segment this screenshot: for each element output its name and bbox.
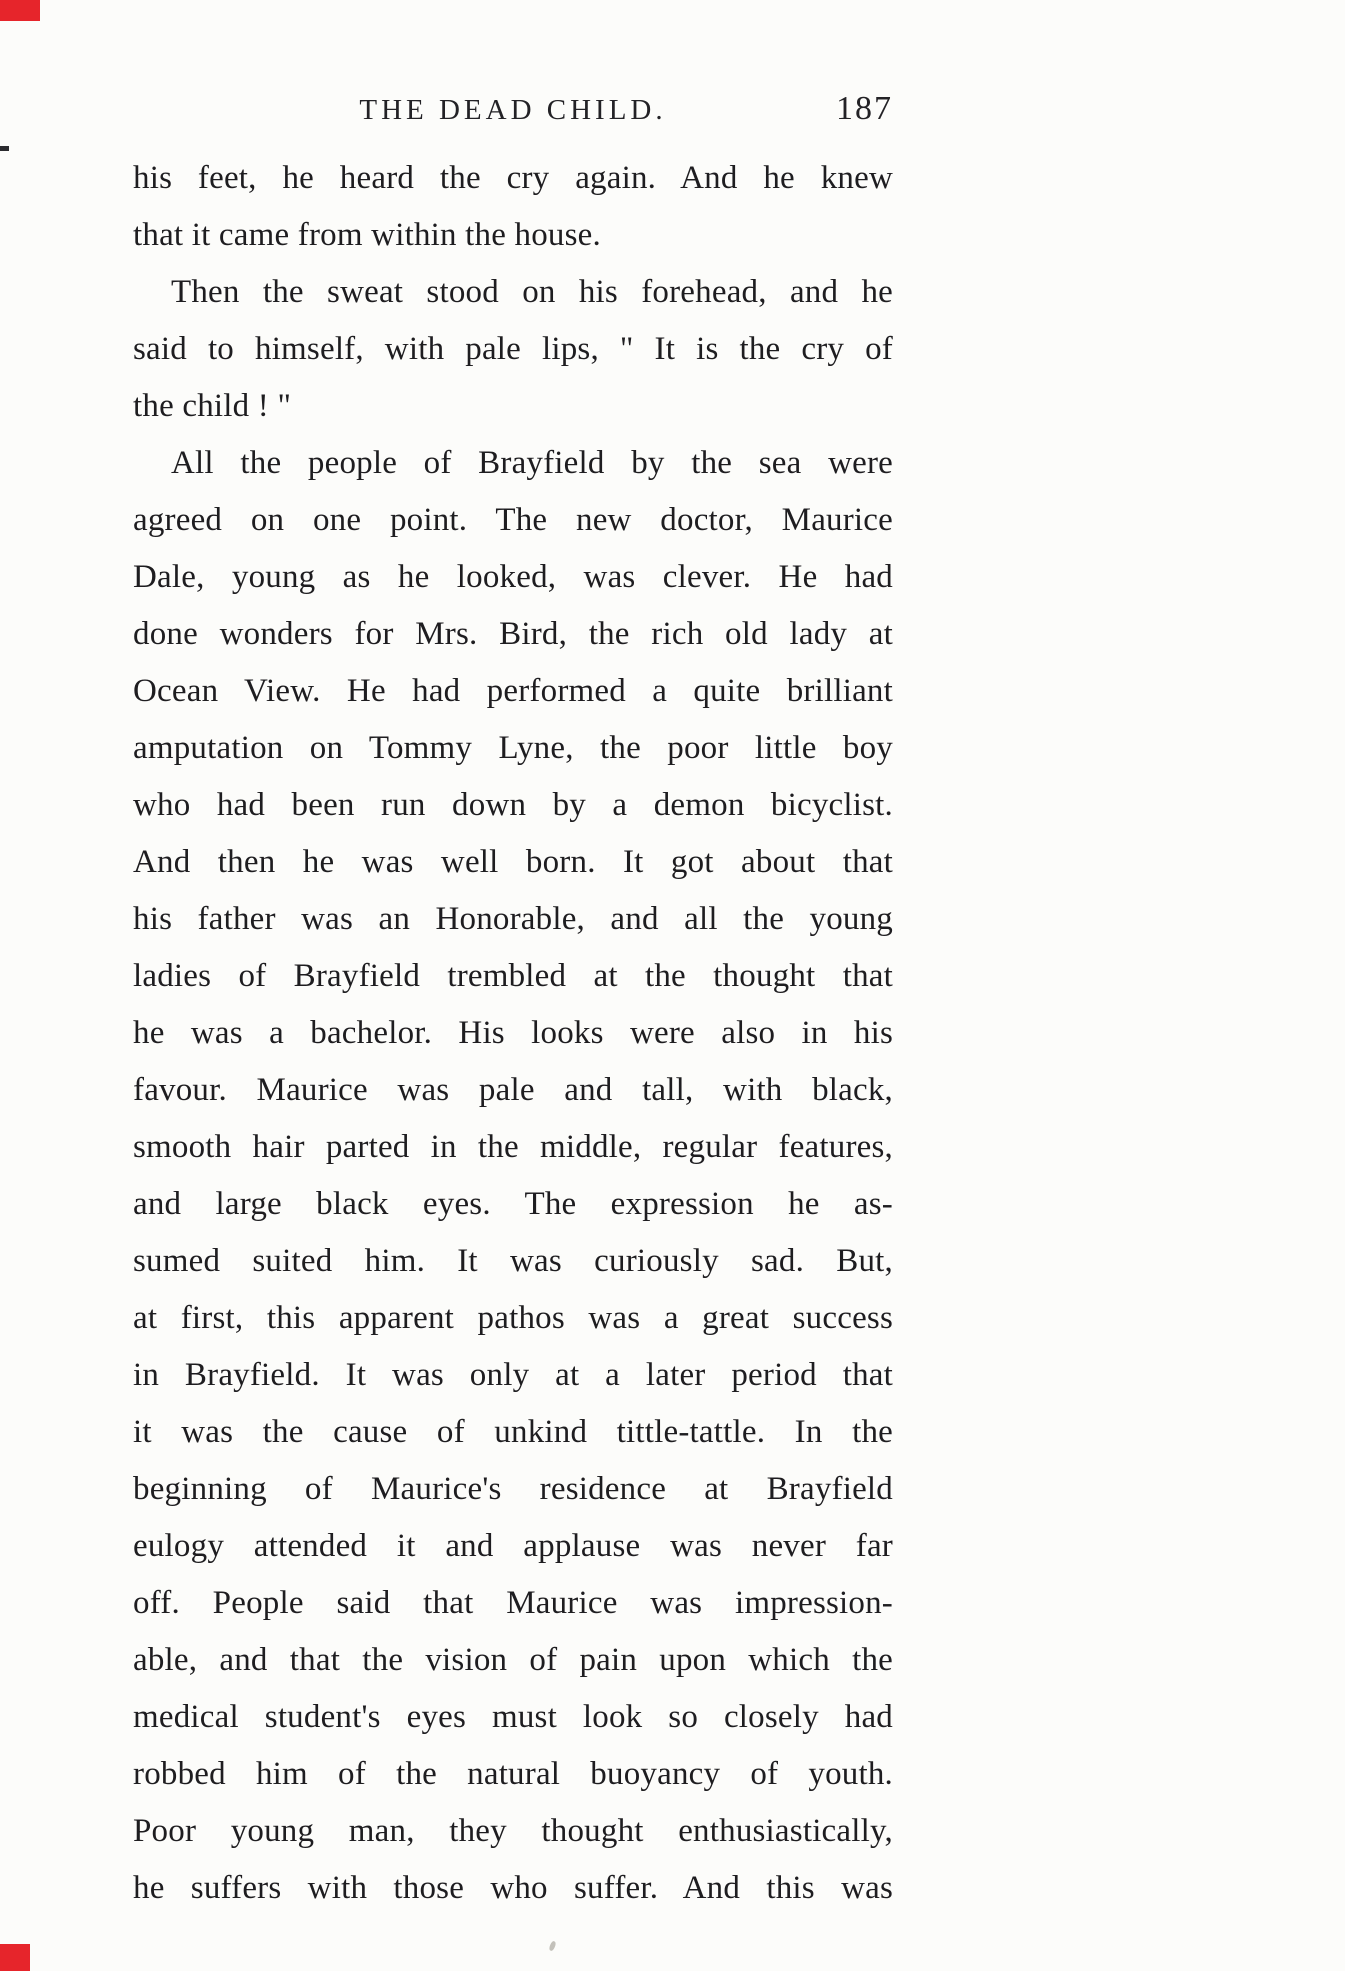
text-line: the child ! " bbox=[133, 388, 292, 424]
text-line: All the people of Brayfield by the sea were bbox=[171, 445, 893, 481]
text-line: he suffers with those who suffer. And this was bbox=[133, 1870, 893, 1906]
running-title: THE DEAD CHILD. bbox=[359, 94, 667, 126]
text-line: beginning of Maurice's residence at Brayfield bbox=[133, 1471, 893, 1507]
text-line: robbed him of the natural buoyancy of youth. bbox=[133, 1756, 893, 1792]
text-line: off. People said that Maurice was impression- bbox=[133, 1585, 893, 1621]
text-line: said to himself, with pale lips, " It is the cry of bbox=[133, 331, 893, 367]
text-line: and large black eyes. The expression he as- bbox=[133, 1186, 893, 1222]
text-line: And then he was well born. It got about that bbox=[133, 844, 893, 880]
text-line: Ocean View. He had performed a quite brilliant bbox=[133, 673, 893, 709]
text-line: eulogy attended it and applause was never far bbox=[133, 1528, 893, 1564]
text-line: amputation on Tommy Lyne, the poor little boy bbox=[133, 730, 893, 766]
text-line: able, and that the vision of pain upon which the bbox=[133, 1642, 893, 1678]
text-line: his feet, he heard the cry again. And he knew bbox=[133, 160, 893, 196]
text-line: who had been run down by a demon bicyclist. bbox=[133, 787, 893, 823]
text-line: that it came from within the house. bbox=[133, 217, 601, 253]
scan-artifact-red-bottom bbox=[0, 1944, 30, 1971]
text-line: at first, this apparent pathos was a great success bbox=[133, 1300, 893, 1336]
text-line: Poor young man, they thought enthusiastically, bbox=[133, 1813, 893, 1849]
text-line: he was a bachelor. His looks were also in his bbox=[133, 1015, 893, 1051]
text-line: his father was an Honorable, and all the young bbox=[133, 901, 893, 937]
text-line: favour. Maurice was pale and tall, with black, bbox=[133, 1072, 893, 1108]
body-lines bbox=[133, 150, 893, 1917]
scan-mark-dash bbox=[0, 146, 9, 151]
scan-artifact-red-top bbox=[0, 0, 40, 21]
text-line: smooth hair parted in the middle, regular features, bbox=[133, 1129, 893, 1165]
text-line: sumed suited him. It was curiously sad. But, bbox=[133, 1243, 893, 1279]
text-line: in Brayfield. It was only at a later period that bbox=[133, 1357, 893, 1393]
text-line: done wonders for Mrs. Bird, the rich old lady at bbox=[133, 616, 893, 652]
page-header bbox=[133, 90, 893, 136]
text-line: ladies of Brayfield trembled at the thought that bbox=[133, 958, 893, 994]
text-line: it was the cause of unkind tittle-tattle. In the bbox=[133, 1414, 893, 1450]
text-line: Then the sweat stood on his forehead, and he bbox=[171, 274, 893, 310]
page-number: 187 bbox=[836, 90, 893, 127]
text-line: agreed on one point. The new doctor, Maurice bbox=[133, 502, 893, 538]
scan-speck bbox=[548, 1940, 556, 1951]
text-line: Dale, young as he looked, was clever. He had bbox=[133, 559, 893, 595]
text-line: medical student's eyes must look so closely had bbox=[133, 1699, 893, 1735]
